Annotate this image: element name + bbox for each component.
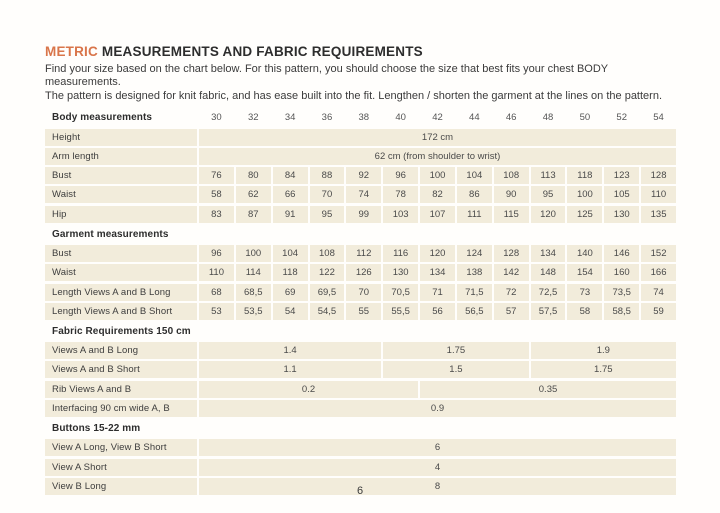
row-label: Bust [45,167,197,184]
value-cell: 69 [273,284,308,301]
size-column-header: 42 [432,112,443,124]
value-cell: 86 [457,186,492,203]
value-cell: 135 [641,206,676,223]
value-cell: 148 [531,264,566,281]
value-cell: 87 [236,206,271,223]
row-label: View A Long, View B Short [45,439,197,456]
value-cell: 114 [236,264,271,281]
value-cell: 107 [420,206,455,223]
section-header-label: Buttons 15-22 mm [52,423,141,435]
value-cell: 82 [420,186,455,203]
value-cell: 58,5 [604,303,639,320]
value-cell: 69,5 [310,284,345,301]
row-label: Rib Views A and B [45,381,197,398]
value-cell: 92 [346,167,381,184]
value-cell: 95 [310,206,345,223]
value-cell: 126 [346,264,381,281]
table-row [45,400,676,417]
table-row [45,303,676,320]
table-row [45,439,676,456]
value-cell: 103 [383,206,418,223]
value-cell-span: 1.75 [531,361,676,378]
value-cell: 53,5 [236,303,271,320]
table-row [45,264,676,281]
size-column-header: 48 [542,112,554,124]
value-cell: 91 [273,206,308,223]
value-cell: 134 [420,264,455,281]
value-cell: 68,5 [236,284,271,301]
section-header-label: Fabric Requirements 150 cm [52,325,191,337]
table-row [45,206,676,223]
value-cell: 130 [383,264,418,281]
value-cell: 71 [420,284,455,301]
size-column-header: 54 [653,112,664,124]
table-row [45,186,676,203]
value-cell: 108 [310,245,345,262]
value-cell: 53 [199,303,234,320]
value-cell: 96 [383,167,418,184]
value-cell-span: 0.2 [199,381,418,398]
value-cell: 108 [494,167,529,184]
value-cell: 105 [604,186,639,203]
intro-line-1: Find your size based on the chart below. For this pattern, you should choose the size that best fits your chest BODY measurements. [45,63,608,89]
section-header-row [45,323,676,340]
value-cell: 68 [199,284,234,301]
value-cell: 70 [346,284,381,301]
row-label: Waist [45,264,197,281]
value-cell: 138 [457,264,492,281]
value-cell-span: 0.9 [199,400,676,417]
value-cell: 128 [641,167,676,184]
value-cell: 59 [641,303,676,320]
size-column-header: 36 [321,112,333,124]
table-row [45,245,676,262]
page-number: 6 [356,485,364,497]
value-cell: 62 [236,186,271,203]
size-column-header: 38 [358,112,370,124]
value-cell: 71,5 [457,284,492,301]
value-cell: 56,5 [457,303,492,320]
value-cell: 55 [346,303,381,320]
value-cell: 130 [604,206,639,223]
size-column-header: 30 [211,112,222,124]
value-cell: 140 [567,245,602,262]
value-cell: 152 [641,245,676,262]
value-cell: 57,5 [531,303,566,320]
section-header-label: Garment measurements [52,228,169,240]
page-title-highlight: METRIC [45,44,98,59]
row-label: Arm length [45,148,197,165]
value-cell: 58 [567,303,602,320]
table-row [45,129,676,146]
value-cell: 123 [604,167,639,184]
intro-line-2: The pattern is designed for knit fabric, and has ease built into the fit. Lengthen / shorten the garment at the lines on the pattern. [45,89,662,102]
value-cell: 57 [494,303,529,320]
table-row [45,459,676,476]
value-cell: 120 [531,206,566,223]
section-header-label: Body measurements [52,112,153,124]
row-label: Waist [45,186,197,203]
value-cell-span: 6 [199,439,676,456]
row-label: View A Short [45,459,197,476]
value-cell-span: 4 [199,459,676,476]
value-cell: 125 [567,206,602,223]
value-cell: 84 [273,167,308,184]
measurement-table [45,109,676,495]
value-cell: 70 [310,186,345,203]
size-column-header: 32 [247,112,259,124]
value-cell: 100 [567,186,602,203]
value-cell: 100 [420,167,455,184]
value-cell: 99 [346,206,381,223]
row-label: Interfacing 90 cm wide A, B [45,400,197,417]
size-column-header: 46 [505,112,517,124]
value-cell: 74 [641,284,676,301]
value-cell-span: 172 cm [199,129,676,146]
value-cell: 124 [457,245,492,262]
value-cell: 118 [273,264,308,281]
value-cell: 56 [420,303,455,320]
value-cell: 100 [236,245,271,262]
page-title [45,44,676,59]
table-row [45,284,676,301]
value-cell: 78 [383,186,418,203]
row-label: Bust [45,245,197,262]
value-cell: 72,5 [531,284,566,301]
value-cell: 76 [199,167,234,184]
value-cell: 104 [273,245,308,262]
section-header-row [45,226,676,243]
size-column-header: 50 [579,112,591,124]
value-cell: 54 [273,303,308,320]
row-label: View B Long [45,478,197,495]
value-cell-span: 62 cm (from shoulder to wrist) [199,148,676,165]
value-cell: 73 [567,284,602,301]
size-column-header: 34 [284,112,296,124]
value-cell-span: 1.5 [383,361,528,378]
value-cell: 70,5 [383,284,418,301]
value-cell: 142 [494,264,529,281]
value-cell-span: 1.75 [383,342,528,359]
value-cell: 88 [310,167,345,184]
table-row [45,361,676,378]
value-cell: 120 [420,245,455,262]
section-header-row [45,109,676,126]
value-cell: 90 [494,186,529,203]
row-label: Length Views A and B Long [45,284,197,301]
value-cell: 110 [199,264,234,281]
size-column-header: 40 [395,112,406,124]
value-cell: 118 [567,167,602,184]
value-cell: 55,5 [383,303,418,320]
value-cell: 112 [346,245,381,262]
page-title-rest: MEASUREMENTS AND FABRIC REQUIREMENTS [97,44,423,59]
value-cell: 72 [494,284,529,301]
value-cell: 146 [604,245,639,262]
value-cell: 66 [273,186,308,203]
value-cell: 80 [236,167,271,184]
value-cell: 134 [531,245,566,262]
value-cell: 128 [494,245,529,262]
value-cell: 54,5 [310,303,345,320]
value-cell: 113 [531,167,566,184]
table-row [45,167,676,184]
value-cell: 116 [383,245,418,262]
table-row [45,342,676,359]
page-content [45,44,676,497]
intro-paragraph [45,63,676,103]
value-cell: 110 [641,186,676,203]
value-cell: 58 [199,186,234,203]
value-cell: 96 [199,245,234,262]
value-cell-span: 0.35 [420,381,676,398]
value-cell-span: 1.9 [531,342,676,359]
row-label: Views A and B Short [45,361,197,378]
value-cell: 73,5 [604,284,639,301]
value-cell: 115 [494,206,529,223]
value-cell-span: 1.4 [199,342,381,359]
value-cell: 160 [604,264,639,281]
size-column-header: 52 [616,112,627,124]
table-row [45,148,676,165]
section-header-row [45,420,676,437]
size-column-header: 44 [469,112,480,124]
value-cell: 95 [531,186,566,203]
row-label: Hip [45,206,197,223]
value-cell: 122 [310,264,345,281]
table-row [45,381,676,398]
value-cell-span: 1.1 [199,361,381,378]
value-cell-span: 8 [199,478,676,495]
value-cell: 166 [641,264,676,281]
value-cell: 83 [199,206,234,223]
row-label: Views A and B Long [45,342,197,359]
value-cell: 104 [457,167,492,184]
row-label: Height [45,129,197,146]
row-label: Length Views A and B Short [45,303,197,320]
value-cell: 111 [457,206,492,223]
value-cell: 154 [567,264,602,281]
value-cell: 74 [346,186,381,203]
